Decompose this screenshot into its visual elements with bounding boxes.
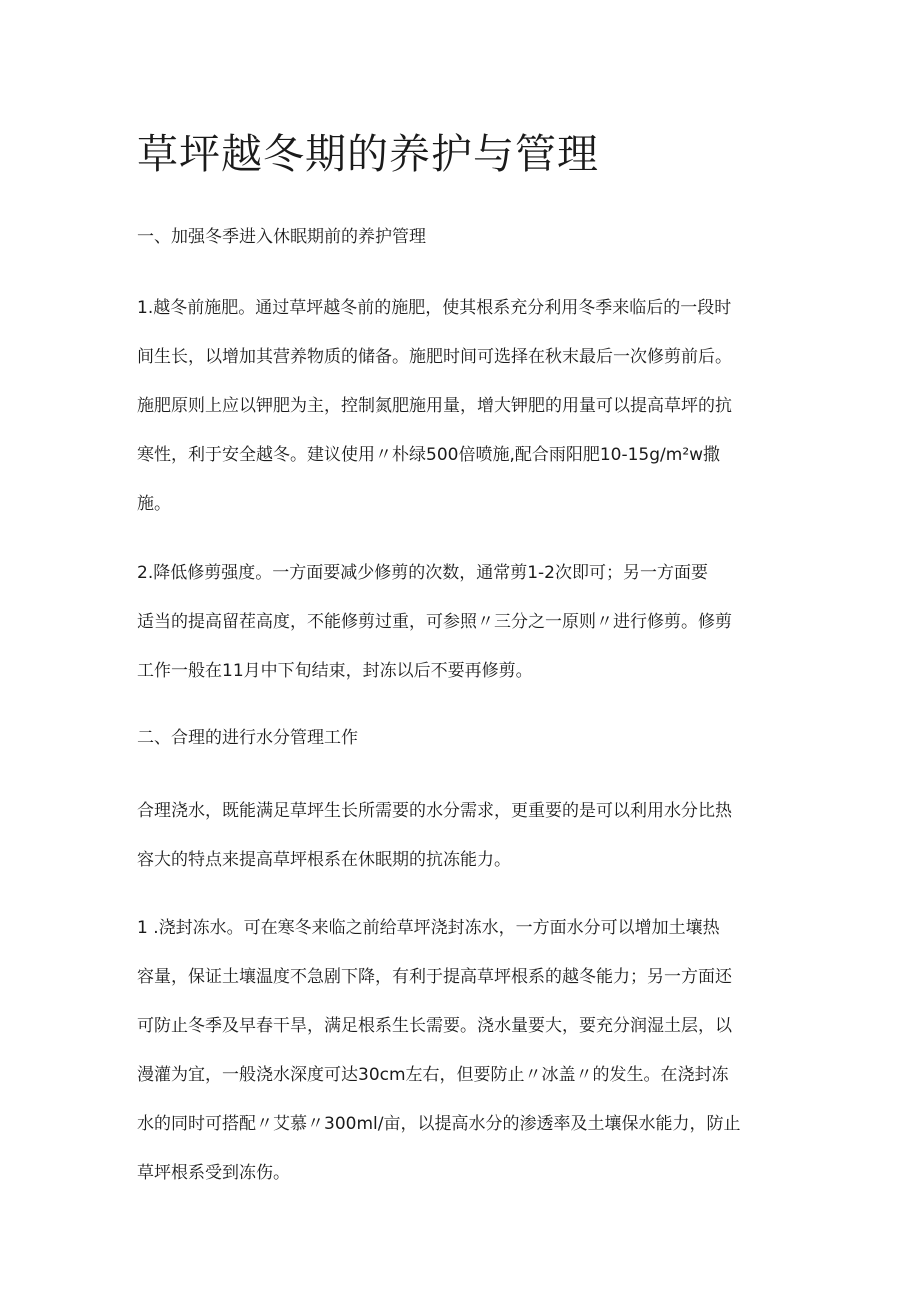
paragraph-line: 草坪根系受到冻伤。 <box>137 1163 290 1183</box>
paragraph-line: 1 .浇封冻水。可在寒冬来临之前给草坪浇封冻水，一方面水分可以增加土壤热 <box>137 918 720 938</box>
paragraph-line: 施。 <box>137 494 171 514</box>
paragraph-line: 适当的提高留茬高度，不能修剪过重，可参照〃三分之一原则〃进行修剪。修剪 <box>137 612 732 632</box>
paragraph-line: 可防止冬季及早春干旱，满足根系生长需要。浇水量要大，要充分润湿土层，以 <box>137 1016 732 1036</box>
paragraph-line: 合理浇水，既能满足草坪生长所需要的水分需求，更重要的是可以利用水分比热 <box>137 801 732 821</box>
section-2-heading: 二、合理的进行水分管理工作 <box>137 728 358 748</box>
paragraph-line: 间生长，以增加其营养物质的储备。施肥时间可选择在秋末最后一次修剪前后。 <box>137 347 732 367</box>
paragraph-line: 容大的特点来提高草坪根系在休眠期的抗冻能力。 <box>137 850 511 870</box>
paragraph-line: 水的同时可搭配〃艾慕〃300ml∕亩，以提高水分的渗透率及土壤保水能力，防止 <box>137 1114 741 1134</box>
section-1-item-2-paragraph <box>137 559 787 706</box>
paragraph-line: 施肥原则上应以钾肥为主，控制氮肥施用量，增大钾肥的用量可以提高草坪的抗 <box>137 396 732 416</box>
paragraph-line: 漫灌为宜，一般浇水深度可达30cm左右，但要防止〃冰盖〃的发生。在浇封冻 <box>137 1065 729 1085</box>
paragraph-line: 2.降低修剪强度。一方面要减少修剪的次数，通常剪1-2次即可；另一方面要 <box>137 563 708 583</box>
section-2-intro-paragraph <box>137 797 787 895</box>
paragraph-line: 寒性，利于安全越冬。建议使用〃朴绿500倍喷施,配合雨阳肥10-15g∕m²w撒 <box>137 445 721 465</box>
paragraph-line: 工作一般在11月中下旬结束，封冻以后不要再修剪。 <box>137 661 533 681</box>
paragraph-line: 1.越冬前施肥。通过草坪越冬前的施肥，使其根系充分利用冬季来临后的一段时 <box>137 298 732 318</box>
section-1-item-1-paragraph <box>137 294 787 539</box>
section-2-item-1-paragraph <box>137 914 787 1208</box>
section-1-heading: 一、加强冬季进入休眠期前的养护管理 <box>137 227 426 247</box>
paragraph-line: 容量，保证土壤温度不急剧下降，有利于提高草坪根系的越冬能力；另一方面还 <box>137 967 732 987</box>
document-title: 草坪越冬期的养护与管理 <box>137 130 599 178</box>
